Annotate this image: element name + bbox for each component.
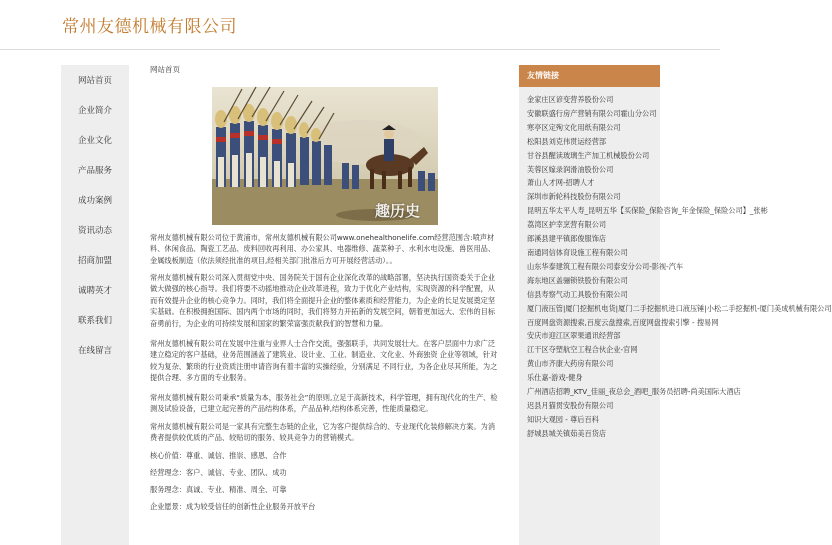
- list-item: [527, 371, 657, 385]
- nav-item-culture[interactable]: 企业文化: [77, 136, 112, 146]
- site-title[interactable]: 常州友德机械有限公司: [62, 17, 237, 37]
- list-item: [527, 288, 657, 302]
- friend-link[interactable]: 知识大观园 - 尊后百科: [527, 414, 599, 424]
- friend-link[interactable]: 寒亭区定殉文化用纸有限公司: [527, 122, 621, 132]
- cooperation-paragraph: 常州友德机械有限公司在发展中注重与业界人士合作交流，强强联手，共同发展壮大。在客户层面中力求广泛 建立稳定的客户基础，业务范围涵盖了建筑业、设计业、工业、制造业、文化业、外商独资 企业等领域，针对较为复杂、繁琐的行业资质注册申请咨询有着丰富的实操经验，分别满足 不同行业，为各企业尽其所能，为之提供合理、多方面的专业服务。: [150, 339, 498, 383]
- breadcrumb[interactable]: 网站首页: [150, 65, 180, 74]
- list-item: [527, 399, 657, 413]
- core-values-line: 核心价值：尊重、诚信、推崇、感恩、合作: [150, 451, 287, 460]
- nav-item-cases[interactable]: 成功案例: [77, 196, 112, 206]
- friend-link[interactable]: 昆明五华太平人寿_昆明五华【买保险_保险咨询_年金保险_保险公司】_张彬: [527, 206, 768, 216]
- nav-item-contact[interactable]: 联系我们: [77, 316, 112, 326]
- friend-link[interactable]: 甘谷县醒读玻璃生产加工机械股份公司: [527, 150, 650, 160]
- intro-paragraph: 常州友德机械有限公司位于黄浦市，常州友德机械有限公司www.onehealthonelife.com经营范围含:喷声材料、休闲食品、陶瓷工艺品、废料回收再利用、办公家具、电器维修、蔬菜种子、水利水电设施、兽医用品、金属线板制造（依法须经批准的项目,经相关部门批准后方可开展经营活动）。。: [150, 233, 496, 265]
- friend-link[interactable]: 舒城县城关镇茹美百货店: [527, 428, 607, 438]
- left-nav: [61, 65, 129, 545]
- friend-link[interactable]: 百度网盘资源搜索,百度云盘搜索,百度网盘搜索引擎 - 搜易网: [527, 317, 719, 327]
- friend-link[interactable]: 松阳县刘克伟贯运经营部: [527, 136, 607, 146]
- friend-link[interactable]: 萧山人才网-招聘人才: [527, 178, 595, 188]
- nav-item-about[interactable]: 企业简介: [77, 106, 112, 116]
- list-item: [527, 176, 657, 190]
- friend-link[interactable]: 海东地区盖骊锁铁股份有限公司: [527, 275, 628, 285]
- list-item: [527, 260, 684, 274]
- list-item: [527, 316, 719, 330]
- list-item: [527, 93, 657, 107]
- list-item: [527, 232, 657, 246]
- friend-link[interactable]: 山东华泰建筑工程有限公司泰安分公司-影视-汽车: [527, 261, 684, 271]
- friend-link[interactable]: 广州酒店招聘_KTV_佳丽_夜总会_酒吧_服务员招聘-尚美国际大酒店: [527, 387, 741, 397]
- list-item: [527, 190, 657, 204]
- list-item: [527, 274, 657, 288]
- friend-link[interactable]: 信县寿察气动工具股份有限公司: [527, 289, 628, 299]
- reform-paragraph: 常州友德机械有限公司深入贯彻党中央、国务院关于国有企业深化改革的战略部署，坚决执行国资委关于企业做大做强的核心指导。我们将要不动摇地推动企业改革进程，致力于优化产业结构，实现资源的科学配置，从而有效提升企业的核心竞争力。同时，我们将全面提升企业的整体素质和经营能力，为企业的长足发展奠定坚实基础。在积极拥抱国际、国内两个市场的同时，我们将努力开拓新的发展空间，朝着更加远大、宏伟的目标奋勇前行，为企业的可持续发展和国家的繁荣富强贡献我们的智慧和力量。: [150, 273, 496, 328]
- list-item: [527, 218, 657, 232]
- friend-link[interactable]: 厦门液压管|厦门挖掘机电货|厦门二手挖掘机进口液压锤|小松二手挖掘机-厦门美成机械有限公司: [527, 303, 832, 313]
- list-item: [527, 149, 657, 163]
- friend-links-title: 友情链接: [519, 65, 660, 87]
- list-item: [527, 135, 657, 149]
- friend-link[interactable]: 芙蓉区嫁录润滑油股份公司: [527, 164, 614, 174]
- list-item: [527, 246, 657, 260]
- friend-link[interactable]: 迟县月猫贯安股份有限公司: [527, 400, 614, 410]
- list-item: [527, 163, 657, 177]
- nav-item-news[interactable]: 资讯动态: [77, 226, 112, 236]
- hero-watermark: 趣历史: [375, 202, 421, 220]
- list-item: [527, 343, 657, 357]
- friend-link[interactable]: 荔湾区护幸烹营有限公司: [527, 220, 607, 230]
- friend-link[interactable]: 江干区夺塑航空工程合伙企业-官网: [527, 345, 638, 355]
- friend-link[interactable]: 安徽联盛行房产营销有限公司霍山分公司: [527, 108, 657, 118]
- hero-image: [212, 87, 438, 225]
- vision-line: 企业愿景：成为较受信任的创新性企业服务开放平台: [150, 502, 316, 511]
- list-item: [527, 385, 741, 399]
- service-philosophy-line: 服务理念：真诚、专业、精准、周全、可靠: [150, 485, 287, 494]
- friend-link[interactable]: 黄山市齐康大药房有限公司: [527, 359, 614, 369]
- ecosystem-paragraph: 常州友德机械有限公司是一家具有完整生态链的企业，它为客户提供综合的、专业现代化装修解决方案。为消费者提供较优质的产品、较贴切的服务、较具竞争力的营销模式。: [150, 422, 496, 443]
- list-item: [527, 329, 657, 343]
- nav-item-products[interactable]: 产品服务: [77, 166, 112, 176]
- nav-item-message[interactable]: 在线留言: [77, 346, 112, 356]
- list-item: [527, 357, 657, 371]
- friend-link[interactable]: 郎溪县建平镇郎俊服饰店: [527, 234, 607, 244]
- friend-link[interactable]: 安庆市迎江区翠果通讯经营部: [527, 331, 621, 341]
- friend-link[interactable]: 金家庄区谚变营养股份公司: [527, 95, 614, 104]
- list-item: [527, 121, 657, 135]
- friend-link[interactable]: 乐仕嘉-游戏-健身: [527, 373, 583, 383]
- quality-paragraph: 常州友德机械有限公司秉承“质量为本，服务社会”的原则,立足于高新技术，科学管理，拥有现代化的生产、检测及试验设备，已建立起完善的产品结构体系，产品品种,结构体系完善，性能质量稳定。: [150, 393, 498, 414]
- nav-item-home[interactable]: 网站首页: [77, 76, 112, 86]
- nav-item-careers[interactable]: 诚聘英才: [77, 286, 112, 296]
- list-item: [527, 413, 657, 427]
- list-item: [527, 107, 657, 121]
- friend-links-list: [527, 93, 832, 441]
- nav-item-join[interactable]: 招商加盟: [77, 256, 112, 266]
- list-item: [527, 302, 832, 316]
- site-header: [0, 0, 720, 50]
- list-item: [527, 427, 657, 441]
- business-philosophy-line: 经营理念：客户、诚信、专业、团队、成功: [150, 468, 287, 477]
- friend-link[interactable]: 南通同信体育设施工程有限公司: [527, 247, 628, 257]
- list-item: [527, 204, 768, 218]
- friend-link[interactable]: 深圳市新轮科技股份有限公司: [527, 192, 621, 202]
